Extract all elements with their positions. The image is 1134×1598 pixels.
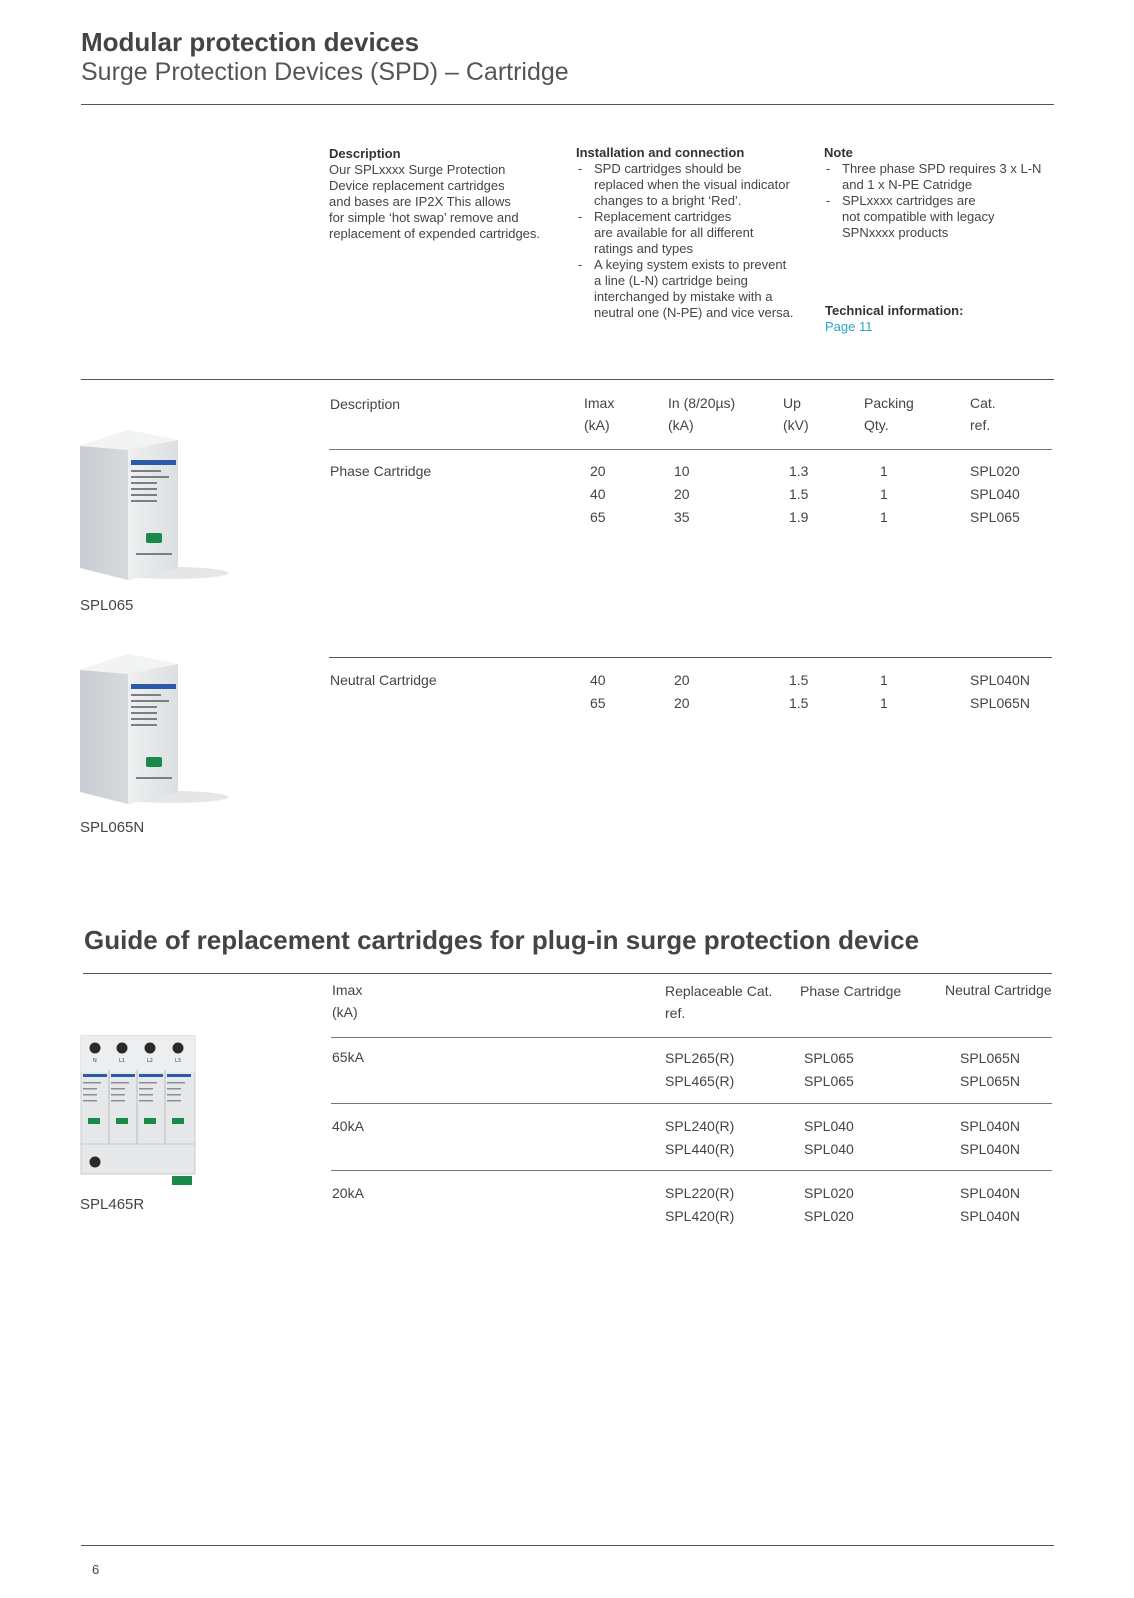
pole-label: L2 [147, 1058, 153, 1064]
table-cell-imax: 40 [590, 672, 606, 688]
note-list [824, 161, 1064, 241]
description-line: Device replacement cartridges [329, 178, 505, 193]
neutral-cartridge-image [78, 652, 228, 807]
neutral-cartridge-label: Neutral Cartridge [330, 672, 437, 688]
guide-header-replaceable: Replaceable Cat. ref. [665, 983, 773, 1021]
guide-cell-phase: SPL040 [804, 1118, 854, 1134]
guide-image-caption: SPL465R [80, 1196, 145, 1213]
column-header-packing: Packing Qty. [864, 395, 914, 433]
note-heading: Note [824, 145, 853, 160]
table-cell-qty: 1 [880, 509, 888, 525]
guide-imax: 20kA [332, 1185, 364, 1201]
guide-cell-phase: SPL040 [804, 1141, 854, 1157]
phase-image-caption: SPL065 [80, 597, 134, 614]
guide-cell-phase: SPL020 [804, 1208, 854, 1224]
table-cell-qty: 1 [880, 486, 888, 502]
installation-heading: Installation and connection [576, 145, 745, 160]
guide-group-divider [331, 1103, 1052, 1104]
footer-divider [81, 1545, 1054, 1546]
installation-item: - SPD cartridges should be replaced when the visual indicator changes to a bright ‘Red’. [576, 161, 816, 209]
note-item: - Three phase SPD requires 3 x L-N and 1 x N-PE Catridge [824, 161, 1064, 193]
column-header-cat: Cat. ref. [970, 395, 996, 433]
guide-title: Guide of replacement cartridges for plug-in surge protection device [84, 925, 920, 955]
page-title: Modular protection devices [81, 27, 420, 57]
device-illustration [80, 1034, 198, 1186]
guide-cell-neutral: SPL040N [960, 1141, 1020, 1157]
description-line: and bases are IP2X This allows [329, 194, 511, 209]
phase-cartridge-label: Phase Cartridge [330, 463, 432, 479]
guide-header-imax: Imax (kA) [332, 982, 363, 1020]
column-header-in: In (8/20µs) (kA) [668, 395, 736, 433]
guide-cell-replaceable: SPL220(R) [665, 1185, 735, 1201]
table-cell-imax: 65 [590, 695, 606, 711]
phase-cartridge-image [78, 428, 228, 583]
table-top-divider [81, 379, 1054, 380]
cartridge-illustration [78, 652, 228, 807]
table-cell-in: 10 [674, 463, 690, 479]
technical-info [825, 303, 963, 335]
page-number: 6 [92, 1562, 100, 1577]
installation-list [576, 161, 816, 321]
guide-header-phase: Phase Cartridge [800, 983, 902, 999]
table-cell-imax: 65 [590, 509, 606, 525]
table-cell-up: 1.5 [789, 672, 809, 688]
technical-info-link[interactable]: Page 11 [825, 319, 873, 334]
table-cell-ref: SPL065 [970, 509, 1020, 525]
guide-cell-phase: SPL065 [804, 1050, 854, 1066]
guide-imax: 40kA [332, 1118, 364, 1134]
neutral-image-caption: SPL065N [80, 819, 145, 836]
table-cell-up: 1.5 [789, 486, 809, 502]
installation-item: - A keying system exists to prevent a line (L-N) cartridge being interchanged by mistake with a neutral one (N-PE) and vice versa. [576, 257, 816, 321]
pole-label: N [93, 1058, 97, 1064]
guide-cell-replaceable: SPL440(R) [665, 1141, 735, 1157]
column-header-up: Up (kV) [783, 395, 809, 433]
description-line: Our SPLxxxx Surge Protection [329, 162, 506, 177]
column-header-description: Description [330, 396, 401, 412]
table-cell-ref: SPL020 [970, 463, 1020, 479]
table-cell-qty: 1 [880, 672, 888, 688]
guide-cell-replaceable: SPL420(R) [665, 1208, 735, 1224]
table-cell-in: 20 [674, 672, 690, 688]
table-cell-ref: SPL040N [970, 672, 1030, 688]
pole-label: L1 [119, 1058, 125, 1064]
note-block [824, 145, 1064, 241]
guide-cell-neutral: SPL040N [960, 1208, 1020, 1224]
guide-cell-neutral: SPL065N [960, 1050, 1020, 1066]
table-cell-in: 20 [674, 695, 690, 711]
table-cell-imax: 20 [590, 463, 606, 479]
pole-label: L3 [175, 1058, 181, 1064]
table-cell-qty: 1 [880, 463, 888, 479]
guide-cell-phase: SPL020 [804, 1185, 854, 1201]
guide-cell-neutral: SPL065N [960, 1073, 1020, 1089]
guide-cell-phase: SPL065 [804, 1073, 854, 1089]
cartridge-illustration [78, 428, 228, 583]
header-divider [81, 104, 1054, 105]
description-block [329, 146, 564, 242]
guide-header-divider [331, 1037, 1052, 1038]
table-cell-ref: SPL040 [970, 486, 1020, 502]
guide-header-neutral: Neutral Cartridge [945, 982, 1052, 998]
guide-group-divider [331, 1170, 1052, 1171]
neutral-divider [329, 657, 1052, 658]
table-cell-up: 1.3 [789, 463, 809, 479]
guide-divider [83, 973, 1052, 974]
plug-in-spd-device-image [80, 1034, 198, 1186]
guide-cell-replaceable: SPL265(R) [665, 1050, 735, 1066]
table-cell-up: 1.9 [789, 509, 809, 525]
installation-block [576, 145, 816, 321]
guide-cell-replaceable: SPL465(R) [665, 1073, 735, 1089]
table-cell-ref: SPL065N [970, 695, 1030, 711]
table-cell-in: 20 [674, 486, 690, 502]
table-cell-qty: 1 [880, 695, 888, 711]
page-subtitle: Surge Protection Devices (SPD) – Cartridge [81, 58, 569, 86]
guide-cell-neutral: SPL040N [960, 1118, 1020, 1134]
guide-cell-neutral: SPL040N [960, 1185, 1020, 1201]
technical-info-heading: Technical information: [825, 303, 964, 318]
description-line: for simple ‘hot swap’ remove and [329, 210, 519, 225]
table-header-divider [329, 449, 1052, 450]
guide-cell-replaceable: SPL240(R) [665, 1118, 735, 1134]
column-header-imax: Imax (kA) [584, 395, 615, 433]
table-cell-imax: 40 [590, 486, 606, 502]
description-line: replacement of expended cartridges. [329, 226, 541, 241]
note-item: - SPLxxxx cartridges are not compatible with legacy SPNxxxx products [824, 193, 1064, 241]
installation-item: - Replacement cartridges are available for all different ratings and types [576, 209, 816, 257]
guide-imax: 65kA [332, 1049, 364, 1065]
description-heading: Description [329, 146, 401, 161]
table-cell-up: 1.5 [789, 695, 809, 711]
table-cell-in: 35 [674, 509, 690, 525]
